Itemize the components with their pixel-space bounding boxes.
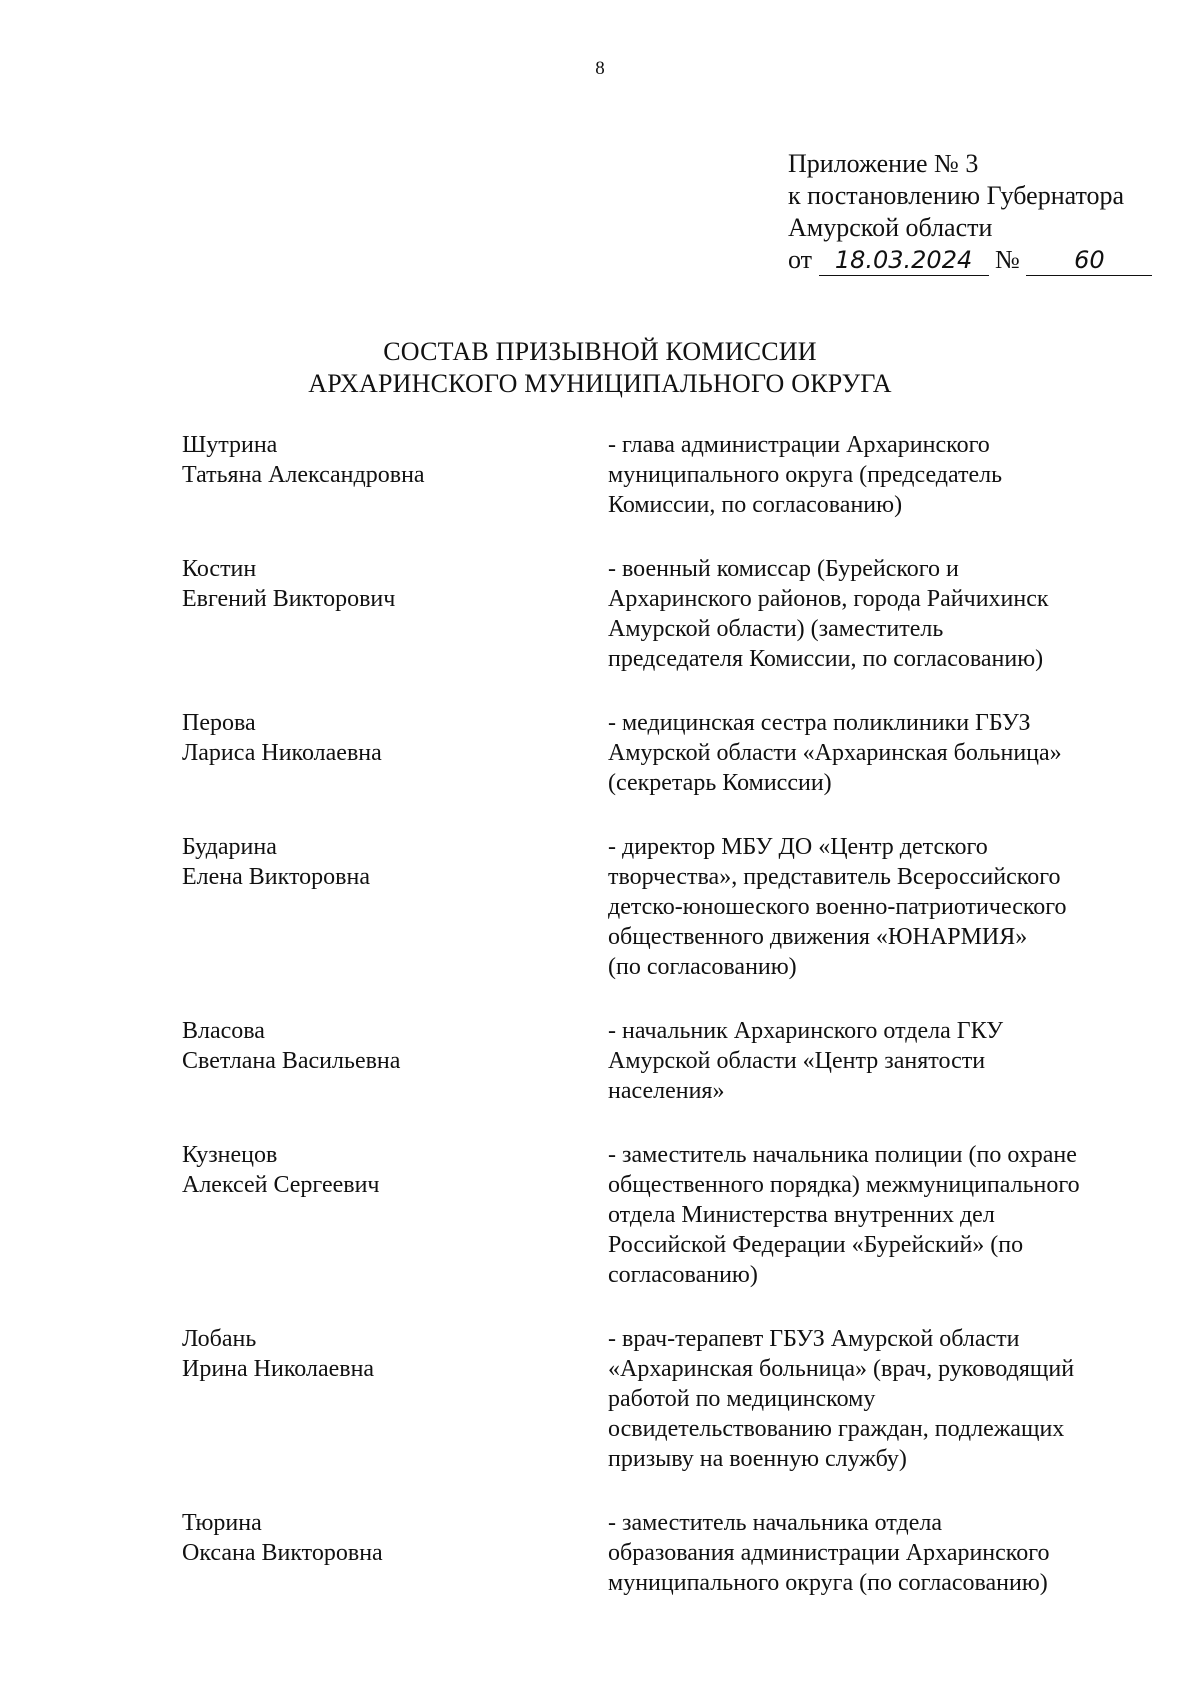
member-name xyxy=(182,832,608,982)
title-line-2: АРХАРИНСКОГО МУНИЦИПАЛЬНОГО ОКРУГА xyxy=(308,369,892,398)
member-entry xyxy=(182,1016,1142,1106)
member-role xyxy=(608,1140,1136,1290)
document-title xyxy=(0,336,1200,400)
role-line: призыву на военную службу) xyxy=(608,1446,907,1472)
appendix-date-line xyxy=(788,244,1152,276)
member-name xyxy=(182,1508,608,1598)
member-surname: Власова xyxy=(182,1018,265,1044)
member-entry xyxy=(182,1508,1142,1598)
appendix-title: Приложение № 3 xyxy=(788,149,979,178)
member-surname: Шутрина xyxy=(182,432,278,458)
member-role xyxy=(608,1324,1136,1474)
role-line: (по согласованию) xyxy=(608,954,797,980)
member-given-name: Ирина Николаевна xyxy=(182,1356,375,1382)
appendix-reference: к постановлению Губернатора xyxy=(788,181,1125,210)
handwritten-number: 60 xyxy=(1026,245,1152,276)
role-line: «Архаринская больница» (врач, руководящий xyxy=(608,1356,1075,1382)
member-role xyxy=(608,554,1136,674)
title-line-1: СОСТАВ ПРИЗЫВНОЙ КОМИССИИ xyxy=(383,337,817,366)
member-entry xyxy=(182,430,1142,520)
member-surname: Перова xyxy=(182,710,256,736)
member-name xyxy=(182,554,608,674)
member-name xyxy=(182,1324,608,1474)
role-line: населения» xyxy=(608,1078,725,1104)
member-role xyxy=(608,1016,1136,1106)
member-name xyxy=(182,430,608,520)
member-name xyxy=(182,1140,608,1290)
member-surname: Бударина xyxy=(182,834,277,860)
member-entry xyxy=(182,1324,1142,1474)
member-entry xyxy=(182,1140,1142,1290)
role-line: Российской Федерации «Бурейский» (по xyxy=(608,1232,1024,1258)
role-line: председателя Комиссии, по согласованию) xyxy=(608,646,1044,672)
role-line: образования администрации Архаринского xyxy=(608,1540,1050,1566)
role-line: творчества», представитель Всероссийского xyxy=(608,864,1061,890)
member-name xyxy=(182,708,608,798)
role-line: согласованию) xyxy=(608,1262,758,1288)
date-prefix: от xyxy=(788,245,813,274)
role-line: общественного движения «ЮНАРМИЯ» xyxy=(608,924,1028,950)
member-surname: Тюрина xyxy=(182,1510,262,1536)
role-line: - военный комиссар (Бурейского и xyxy=(608,556,959,582)
role-line: - врач-терапевт ГБУЗ Амурской области xyxy=(608,1326,1020,1352)
member-entry xyxy=(182,708,1142,798)
role-line: муниципального округа (председатель xyxy=(608,462,1003,488)
appendix-block xyxy=(788,148,1152,276)
members-list xyxy=(182,430,1142,1598)
number-prefix: № xyxy=(995,245,1020,274)
role-line: работой по медицинскому xyxy=(608,1386,876,1412)
role-line: (секретарь Комиссии) xyxy=(608,770,832,796)
role-line: муниципального округа (по согласованию) xyxy=(608,1570,1048,1596)
page-number: 8 xyxy=(595,58,605,79)
role-line: - директор МБУ ДО «Центр детского xyxy=(608,834,988,860)
role-line: - заместитель начальника отдела xyxy=(608,1510,942,1536)
member-given-name: Алексей Сергеевич xyxy=(182,1172,380,1198)
role-line: общественного порядка) межмуниципального xyxy=(608,1172,1080,1198)
role-line: детско-юношеского военно-патриотического xyxy=(608,894,1067,920)
member-surname: Лобань xyxy=(182,1326,257,1352)
member-entry xyxy=(182,832,1142,982)
member-surname: Костин xyxy=(182,556,257,582)
member-given-name: Лариса Николаевна xyxy=(182,740,382,766)
role-line: - заместитель начальника полиции (по охране xyxy=(608,1142,1077,1168)
member-role xyxy=(608,832,1136,982)
appendix-region: Амурской области xyxy=(788,213,993,242)
role-line: Архаринского районов, города Райчихинск xyxy=(608,586,1049,612)
role-line: отдела Министерства внутренних дел xyxy=(608,1202,995,1228)
role-line: - медицинская сестра поликлиники ГБУЗ xyxy=(608,710,1031,736)
member-role xyxy=(608,1508,1136,1598)
role-line: - начальник Архаринского отдела ГКУ xyxy=(608,1018,1004,1044)
member-name xyxy=(182,1016,608,1106)
member-surname: Кузнецов xyxy=(182,1142,278,1168)
member-given-name: Светлана Васильевна xyxy=(182,1048,401,1074)
handwritten-date: 18.03.2024 xyxy=(819,245,989,276)
role-line: Амурской области «Центр занятости xyxy=(608,1048,986,1074)
member-given-name: Оксана Викторовна xyxy=(182,1540,383,1566)
role-line: освидетельствованию граждан, подлежащих xyxy=(608,1416,1065,1442)
member-given-name: Татьяна Александровна xyxy=(182,462,425,488)
member-role xyxy=(608,708,1136,798)
member-entry xyxy=(182,554,1142,674)
member-given-name: Евгений Викторович xyxy=(182,586,396,612)
member-role xyxy=(608,430,1136,520)
role-line: Амурской области) (заместитель xyxy=(608,616,944,642)
member-given-name: Елена Викторовна xyxy=(182,864,370,890)
role-line: Комиссии, по согласованию) xyxy=(608,492,903,518)
role-line: - глава администрации Архаринского xyxy=(608,432,990,458)
role-line: Амурской области «Архаринская больница» xyxy=(608,740,1062,766)
